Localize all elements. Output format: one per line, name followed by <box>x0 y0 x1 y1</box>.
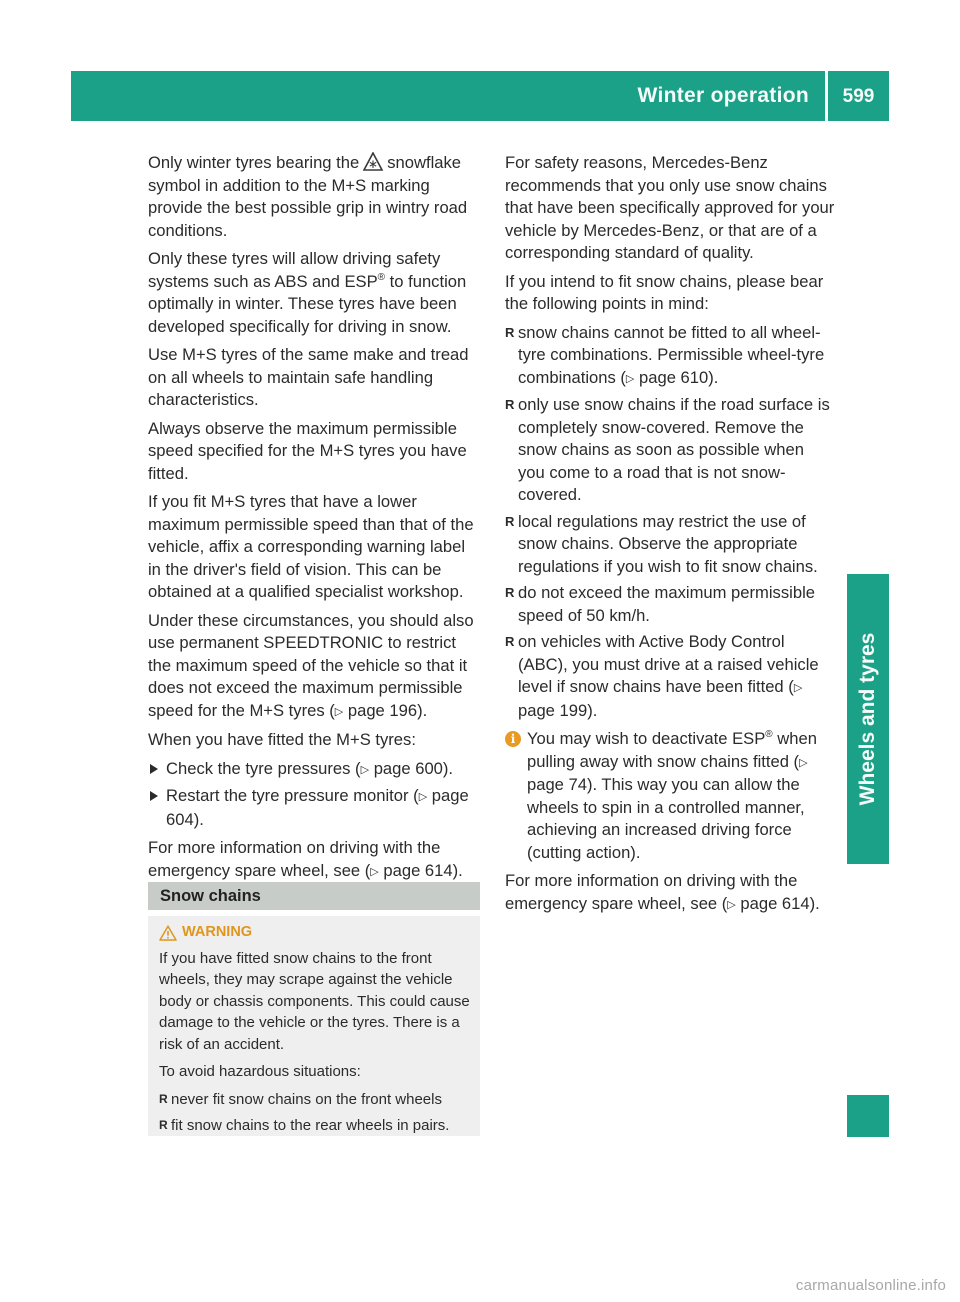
text: ). <box>442 758 454 778</box>
thumb-index-marker <box>847 1095 889 1137</box>
text: Check the tyre pressures ( <box>166 758 361 778</box>
list-item <box>505 631 835 722</box>
left-column <box>148 152 481 889</box>
page-ref-arrow-icon: ▷ <box>799 756 808 769</box>
page-ref-arrow-icon: ▷ <box>727 898 736 911</box>
page-ref-arrow-icon: ▷ <box>370 865 379 878</box>
registered-mark: ® <box>765 729 773 740</box>
paragraph-speedtronic <box>148 610 481 724</box>
text: ). <box>417 700 428 720</box>
paragraph-winter-tyres <box>148 152 481 242</box>
page-ref-arrow-icon: ▷ <box>360 763 370 776</box>
text: You may wish to deactivate ESP <box>527 729 766 748</box>
text: ). This way you can allow the wheels to spin in a controlled manner, achieving an increased driving force (cutting action). <box>527 775 805 862</box>
warning-list <box>159 1089 470 1137</box>
warning-text: If you have fitted snow chains to the front wheels, they may scrape against the vehicle body or chassis components. This could cause damage to the vehicle or the tyres. There is a risk of an accident. <box>159 949 470 1053</box>
page-reference-link[interactable]: page 196 <box>347 700 418 720</box>
text: snow chains cannot be fitted to all wheel-tyre combinations. Permissible wheel-tyre combinations ( <box>518 322 825 387</box>
paragraph-intend-to-fit: If you intend to fit snow chains, please bear the following points in mind: <box>505 271 824 313</box>
snow-chain-points-list <box>505 322 835 723</box>
page-number: 599 <box>842 86 875 107</box>
text: ). <box>452 860 463 880</box>
warning-label: WARNING <box>182 924 253 940</box>
action-list <box>148 758 481 832</box>
paragraph-safety-systems <box>148 248 481 338</box>
page-ref-arrow-icon: ▷ <box>793 682 803 694</box>
page-ref-arrow-icon: ▷ <box>625 372 635 385</box>
warning-list-item: R fit snow chains to the rear wheels in pairs. <box>159 1115 470 1137</box>
text: ). <box>587 700 598 720</box>
registered-mark: ® <box>377 271 386 283</box>
text: Only winter tyres bearing the <box>148 153 360 172</box>
text: snowflake symbol in addition to the M+S marking provide the best possible grip in wintry road conditions. <box>148 153 468 240</box>
page-ref-arrow-icon: ▷ <box>334 705 344 718</box>
text: For more information on driving with the emergency spare wheel, see ( <box>148 838 441 880</box>
warning-instruction: To avoid hazardous situations: <box>159 1063 361 1080</box>
page-ref-arrow-icon: ▷ <box>418 791 428 803</box>
page-reference-link[interactable]: page 614 <box>383 860 453 880</box>
text: Restart the tyre pressure monitor ( <box>166 786 419 805</box>
paragraph-warning-label: If you fit M+S tyres that have a lower maximum permissible speed than that of the vehicle, affix a corresponding warning label in the driver's field of vision. This can be obtained at a qualified specialist workshop. <box>148 492 474 601</box>
text: on vehicles with Active Body Control (ABC), you must drive at a raised vehicle level if snow chains have been fitted ( <box>518 632 819 696</box>
page-reference-link[interactable]: page 604 <box>166 786 469 829</box>
paragraph-spare-wheel <box>148 837 481 883</box>
text: ). <box>193 809 204 829</box>
section-title: Winter operation <box>637 84 809 107</box>
right-column <box>505 152 835 922</box>
snowflake-mountain-icon <box>363 152 383 172</box>
page-reference-link[interactable]: page 74 <box>527 775 587 794</box>
chapter-tab-label: Wheels and tyres <box>856 632 879 806</box>
paragraph-same-tread: Use M+S tyres of the same make and tread on all wheels to maintain safe handling characteristics. <box>148 345 469 409</box>
action-item <box>148 758 481 782</box>
paragraph-spare-wheel <box>505 870 835 916</box>
page-header <box>71 71 889 121</box>
page-reference-link[interactable]: page 610 <box>639 367 709 387</box>
warning-title <box>159 922 470 944</box>
page-reference-link[interactable]: page 614 <box>740 893 810 913</box>
text: to function optimally in winter. These tyres have been developed specifically for driving in snow. <box>148 271 467 336</box>
info-note <box>505 728 835 864</box>
list-item <box>505 322 835 391</box>
paragraph-max-speed: Always observe the maximum permissible speed specified for the M+S tyres you have fitted. <box>148 418 467 483</box>
chapter-tab[interactable] <box>847 574 889 864</box>
warning-triangle-icon <box>159 925 177 941</box>
text: Only these tyres will allow driving safety systems such as ABS and ESP <box>148 249 441 291</box>
text: when pulling away with snow chains fitted ( <box>527 729 817 771</box>
info-icon: i <box>505 731 521 747</box>
warning-box <box>148 916 480 1136</box>
action-item <box>148 785 481 831</box>
text: ). <box>809 893 820 913</box>
warning-list-item: R never fit snow chains on the front wheels <box>159 1089 470 1111</box>
text: For more information on driving with the emergency spare wheel, see ( <box>505 871 798 913</box>
page-reference-link[interactable]: page 600 <box>373 758 443 778</box>
text: Under these circumstances, you should also use permanent SPEEDTRONIC to restrict the maximum speed of the vehicle so that it does not exceed the maximum permissible speed for the M+S tyres ( <box>148 610 474 720</box>
list-item: R do not exceed the maximum permissible speed of 50 km/h. <box>505 582 835 627</box>
paragraph-when-fitted: When you have fitted the M+S tyres: <box>148 730 416 749</box>
page-reference-link[interactable]: page 199 <box>518 700 588 720</box>
snow-chains-heading: Snow chains <box>148 882 480 910</box>
watermark: carmanualsonline.info <box>795 1277 946 1294</box>
list-item: R local regulations may restrict the use of snow chains. Observe the appropriate regulations if you wish to fit snow chains. <box>505 511 835 579</box>
paragraph-approved-chains: For safety reasons, Mercedes-Benz recommends that you only use snow chains that have been specifically approved for your vehicle by Mercedes-Benz, or that are of a corresponding standard of quality. <box>505 153 835 262</box>
text: ). <box>708 367 719 387</box>
list-item: R only use snow chains if the road surface is completely snow-covered. Remove the snow chains as soon as possible when you come to a road that is not snow-covered. <box>505 394 835 507</box>
